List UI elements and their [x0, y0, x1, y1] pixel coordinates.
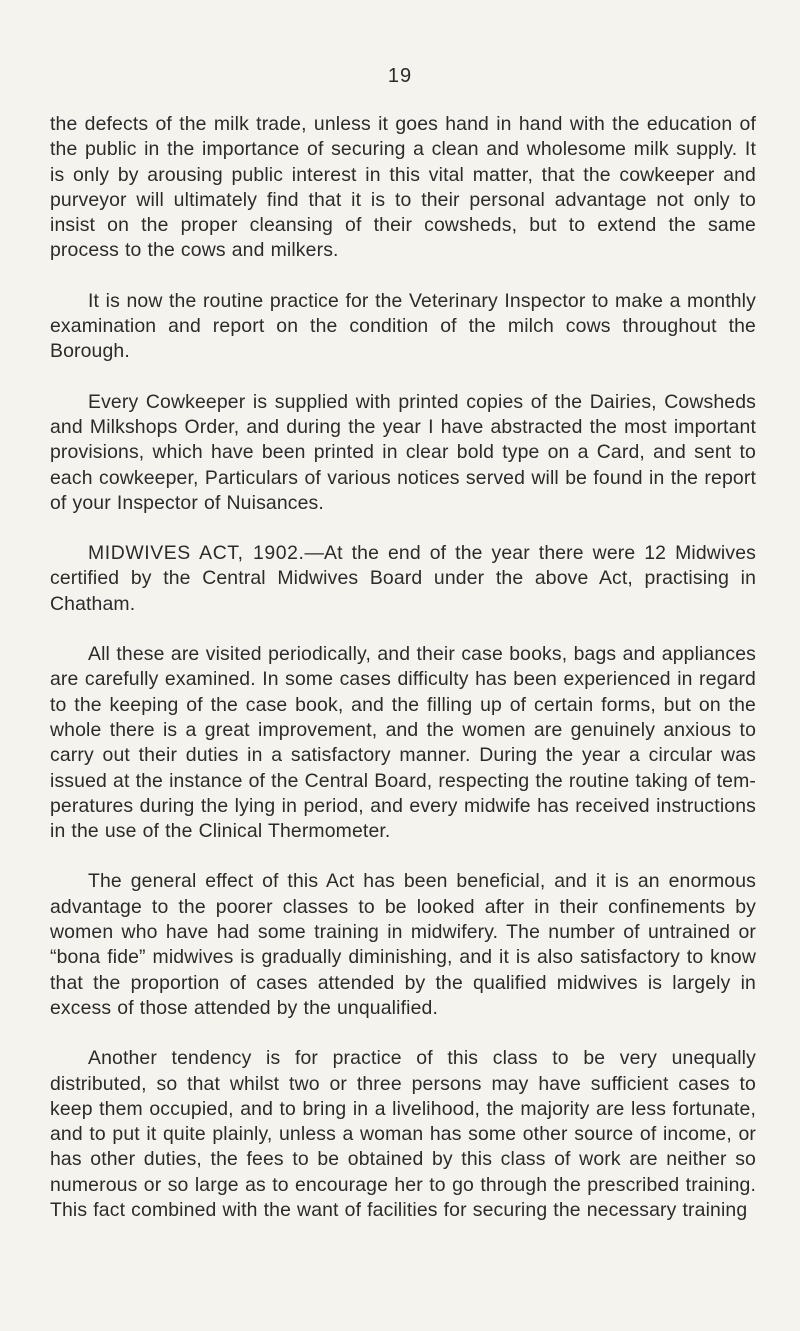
midwives-act-text: —At the end of the year there were 12 Midwives certified by the Central Midwives Board under the above Act, practising in Chatham.: [50, 542, 757, 615]
page-number: 19: [387, 65, 413, 87]
paragraph-practice-distribution: Another tendency is for practice of this class to be very unequally distributed, so that whilst two or three persons may have sufficient cases to keep them occupied, and to bring in a livelihood, the majority are less fortunate, and to put it quite plainly, unless a woman has some other source of income, or has other duties, the fees to be obtained by this class of work are neither so numerous or so large as to encourage her to go through the prescribed training. This fact combined with the want of facilities for securing the necessary training: [50, 1047, 756, 1221]
paragraph-midwives-act: [50, 541, 756, 617]
paragraph-milk-trade-education: the defects of the milk trade, unless it goes hand in hand with the education of the public in the importance of securing a clean and wholesome milk supply. It is only by arousing public interest in this vital matter, that the cowkeeper and purveyor will ultimately find that it is to their personal advantage not only to insist on the proper cleansing of their cowsheds, but to extend the same process to the cows and milkers.: [50, 113, 756, 262]
paragraph-cowkeeper-order: Every Cowkeeper is supplied with printed copies of the Dairies, Cowsheds and Milkshops Order, and during the year I have abstracted the most important provisions, which have been printed in clear bold type on a Card, and sent to each cowkeeper, Particulars of various notices served will be found in the report of your Inspector of Nuisances.: [50, 390, 756, 514]
paragraph-midwife-visits: All these are visited periodically, and their case books, bags and appliances are carefully examined. In some cases difficulty has been experienced in regard to the keeping of the case book, and the filling up of certain forms, but on the whole there is a great improvement, and the women are genuinely anxious to carry out their duties in a satisfactory manner. During the year a circular was issued at the instance of the Central Board, respecting the routine taking of tem- peratures during the lying in period, and every midwife has received instructions in the use of the Clinical Thermometer.: [50, 643, 756, 843]
paragraph-veterinary-inspection: It is now the routine practice for the Veterinary Inspector to make a monthly examination and report on the condition of the milch cows throughout the Borough.: [50, 289, 756, 363]
body-text: [50, 112, 756, 1223]
paragraph-act-effect: The general effect of this Act has been beneficial, and it is an enormous advantage to the poorer classes to be looked after in their confinements by women who have had some training in midwifery. The number of untrained or “bona fide” midwives is gradually diminishing, and it is also satisfactory to know that the proportion of cases attended by the qualified midwives is largely in excess of those attended by the unqualified.: [50, 870, 756, 1019]
midwives-act-heading: MIDWIVES ACT, 1902.: [88, 542, 305, 565]
